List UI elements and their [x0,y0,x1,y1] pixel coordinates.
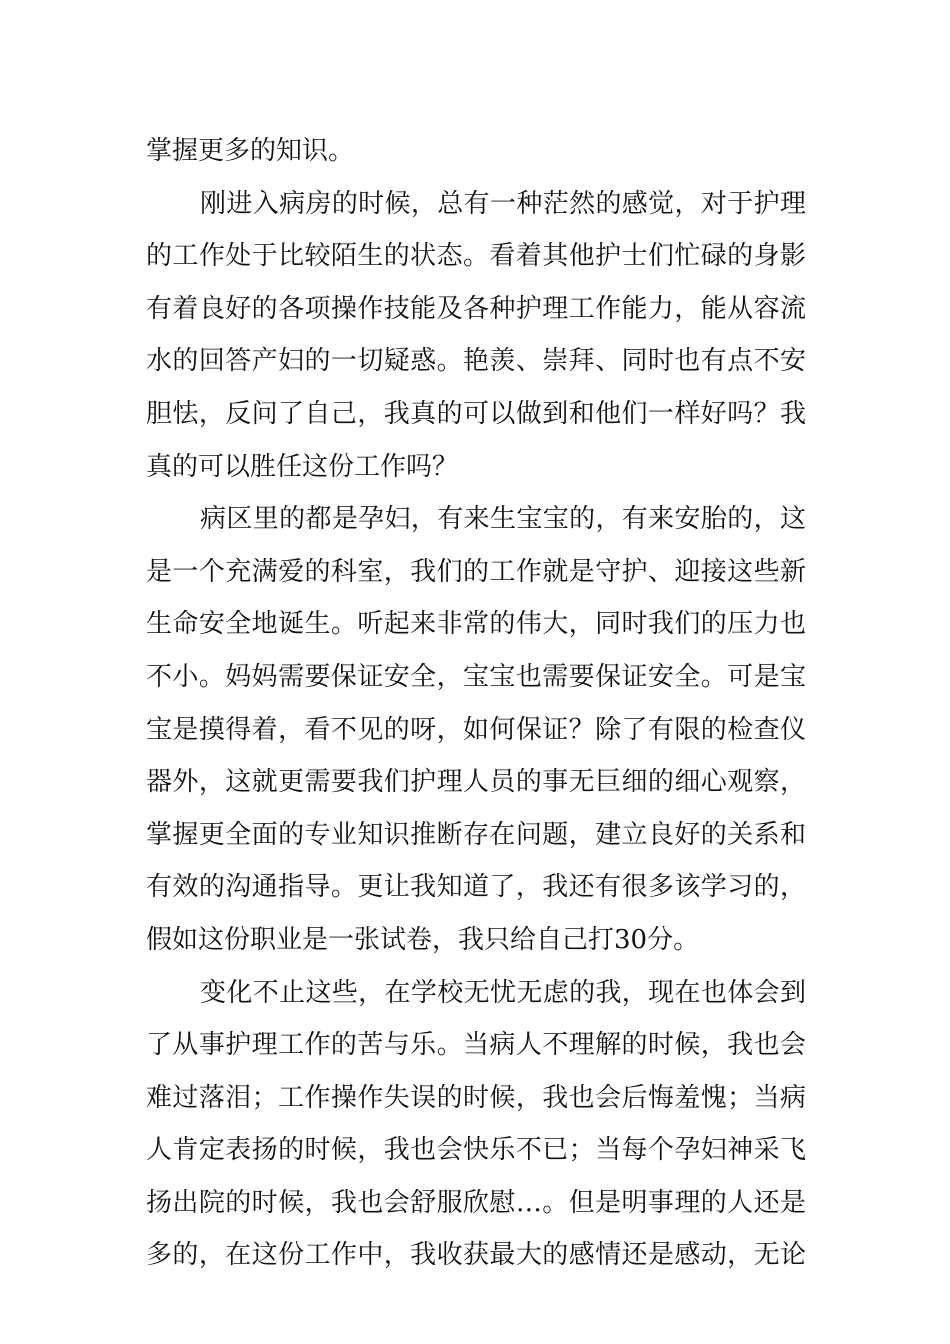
text-line: 扬出院的时候，我也会舒服欣慰…。但是明事理的人还是 [146,1187,806,1218]
text-line: 有着良好的各项操作技能及各种护理工作能力，能从容流 [146,293,806,324]
text-line: 的工作处于比较陌生的状态。看着其他护士们忙碌的身影 [146,241,806,272]
paragraph [146,125,806,178]
text-line: 病区里的都是孕妇，有来生宝宝的，有来安胎的，这 [200,504,806,535]
text-line: 掌握更全面的专业知识推断存在问题，建立良好的关系和 [146,819,806,850]
paragraph [146,967,806,1283]
text-line: 人肯定表扬的时候，我也会快乐不已；当每个孕妇神采飞 [146,1135,806,1166]
text-line: 不小。妈妈需要保证安全，宝宝也需要保证安全。可是宝 [146,661,806,692]
text-line: 多的，在这份工作中，我收获最大的感情还是感动，无论 [146,1240,806,1271]
text-line: 水的回答产妇的一切疑惑。艳羡、崇拜、同时也有点不安 [146,346,806,377]
text-line: 有效的沟通指导。更让我知道了，我还有很多该学习的， [146,872,806,903]
text-line: 了从事护理工作的苦与乐。当病人不理解的时候，我也会 [146,1030,806,1061]
text-line: 生命安全地诞生。听起来非常的伟大，同时我们的压力也 [146,609,806,640]
text-line: 刚进入病房的时候，总有一种茫然的感觉，对于护理 [200,188,806,219]
document-body [146,125,806,1282]
text-line: 掌握更多的知识。 [146,136,355,166]
text-line: 真的可以胜任这份工作吗？ [146,451,459,482]
text-line: 变化不止这些，在学校无忧无虑的我，现在也体会到 [200,977,806,1008]
text-line: 假如这份职业是一张试卷，我只给自己打30分。 [146,924,700,955]
text-line: 难过落泪；工作操作失误的时候，我也会后悔羞愧；当病 [146,1082,806,1113]
text-line: 是一个充满爱的科室，我们的工作就是守护、迎接这些新 [146,556,806,587]
paragraph [146,493,806,966]
text-line: 器外，这就更需要我们护理人员的事无巨细的细心观察， [146,767,806,798]
paragraph [146,178,806,494]
text-line: 胆怯，反问了自己，我真的可以做到和他们一样好吗？我 [146,398,806,429]
text-line: 宝是摸得着，看不见的呀，如何保证？除了有限的检查仪 [146,714,806,745]
